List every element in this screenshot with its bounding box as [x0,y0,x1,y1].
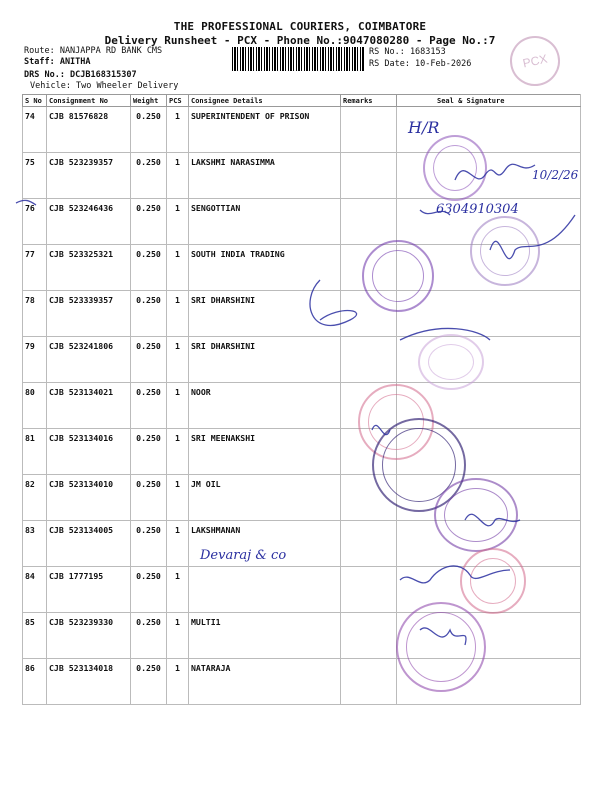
cell-sno: 75 [23,153,47,199]
cell-wt: 0.250 [131,613,167,659]
cell-consignee: NATARAJA [189,659,341,705]
cell-consignee: LAKSHMI NARASIMMA [189,153,341,199]
cell-sno: 74 [23,107,47,153]
cell-consignee: JM OIL [189,475,341,521]
cell-remarks [341,613,397,659]
col-header-sno: S No [23,95,47,107]
cell-sno: 78 [23,291,47,337]
cell-pcs: 1 [167,659,189,705]
cell-wt: 0.250 [131,153,167,199]
col-header-consignment: Consignment No [47,95,131,107]
table-row [23,153,581,199]
cell-consignee: SRI MEENAKSHI [189,429,341,475]
cell-sno: 84 [23,567,47,613]
cell-pcs: 1 [167,153,189,199]
cell-remarks [341,107,397,153]
table-row [23,107,581,153]
cell-pcs: 1 [167,337,189,383]
handwritten-date: 10/2/26 [532,168,579,182]
cell-consignee: MULTI1 [189,613,341,659]
cell-cn: CJB 523134021 [47,383,131,429]
cell-sno: 76 [23,199,47,245]
cell-remarks [341,199,397,245]
cell-remarks [341,659,397,705]
cell-consignee: SOUTH INDIA TRADING [189,245,341,291]
cell-cn: CJB 523246436 [47,199,131,245]
cell-consignee: LAKSHMANAN [189,521,341,567]
handwritten-hr: H/R [408,118,440,137]
cell-wt: 0.250 [131,659,167,705]
stamp-seal [470,216,540,286]
drs-label: DRS No.: DCJB168315307 [24,70,137,80]
cell-wt: 0.250 [131,291,167,337]
stamp-seal [423,135,487,201]
table-row [23,429,581,475]
cell-cn: CJB 523134005 [47,521,131,567]
cell-pcs: 1 [167,245,189,291]
handwritten-phone: 6304910304 [436,202,519,217]
cell-wt: 0.250 [131,337,167,383]
cell-pcs: 1 [167,199,189,245]
cell-cn: CJB 523134018 [47,659,131,705]
cell-pcs: 1 [167,521,189,567]
cell-wt: 0.250 [131,475,167,521]
col-header-weight: Weight [131,95,167,107]
cell-consignee: NOOR [189,383,341,429]
col-header-pcs: PCS [167,95,189,107]
cell-wt: 0.250 [131,429,167,475]
cell-consignee: SRI DHARSHINI [189,337,341,383]
handwritten-devaraj: Devaraj & co [200,548,287,563]
cell-remarks [341,521,397,567]
cell-pcs: 1 [167,475,189,521]
stamp-seal [434,478,518,552]
cell-consignee: SENGOTTIAN [189,199,341,245]
col-header-seal: Seal & Signature [397,95,581,107]
cell-sno: 80 [23,383,47,429]
cell-sno: 82 [23,475,47,521]
rs-number: RS No.: 1683153 [369,47,446,57]
cell-remarks [341,337,397,383]
cell-sno: 86 [23,659,47,705]
cell-remarks [341,567,397,613]
cell-cn: CJB 523325321 [47,245,131,291]
cell-cn: CJB 81576828 [47,107,131,153]
cell-sno: 85 [23,613,47,659]
cell-consignee: SRI DHARSHINI [189,291,341,337]
cell-pcs: 1 [167,383,189,429]
stamp-seal [396,602,486,692]
cell-wt: 0.250 [131,199,167,245]
table-row [23,383,581,429]
cell-cn: CJB 523239330 [47,613,131,659]
barcode [232,47,364,71]
cell-cn: CJB 523339357 [47,291,131,337]
table-row [23,659,581,705]
cell-pcs: 1 [167,613,189,659]
cell-cn: CJB 523134016 [47,429,131,475]
col-header-remarks: Remarks [341,95,397,107]
stamp-seal [460,548,526,614]
cell-wt: 0.250 [131,245,167,291]
table-row [23,291,581,337]
cell-cn: CJB 523241806 [47,337,131,383]
staff-label: Staff: ANITHA [24,57,91,67]
table-row [23,337,581,383]
cell-cn: CJB 523239357 [47,153,131,199]
cell-remarks [341,153,397,199]
cell-pcs: 1 [167,429,189,475]
runsheet-subtitle: Delivery Runsheet - PCX - Phone No.:9047080280 - Page No.:7 [104,34,496,47]
cell-cn: CJB 1777195 [47,567,131,613]
cell-sno: 81 [23,429,47,475]
cell-sno: 83 [23,521,47,567]
route-label: Route: NANJAPPA RD BANK CMS [24,46,163,56]
cell-sno: 79 [23,337,47,383]
cell-consignee: SUPERINTENDENT OF PRISON [189,107,341,153]
cell-consignee [189,567,341,613]
table-header-row [23,95,581,107]
cell-wt: 0.250 [131,107,167,153]
cell-wt: 0.250 [131,521,167,567]
col-header-consignee: Consignee Details [189,95,341,107]
stamp-seal [418,334,484,390]
page-corner-stamp: PCX [505,31,564,90]
cell-pcs: 1 [167,291,189,337]
table-row [23,613,581,659]
company-title: THE PROFESSIONAL COURIERS, COIMBATORE [173,20,427,33]
cell-wt: 0.250 [131,567,167,613]
cell-sno: 77 [23,245,47,291]
stamp-seal [362,240,434,312]
vehicle-label: Vehicle: Two Wheeler Delivery [30,81,179,91]
cell-pcs: 1 [167,107,189,153]
rs-date: RS Date: 10-Feb-2026 [369,59,472,69]
cell-cn: CJB 523134010 [47,475,131,521]
cell-wt: 0.250 [131,383,167,429]
cell-pcs: 1 [167,567,189,613]
